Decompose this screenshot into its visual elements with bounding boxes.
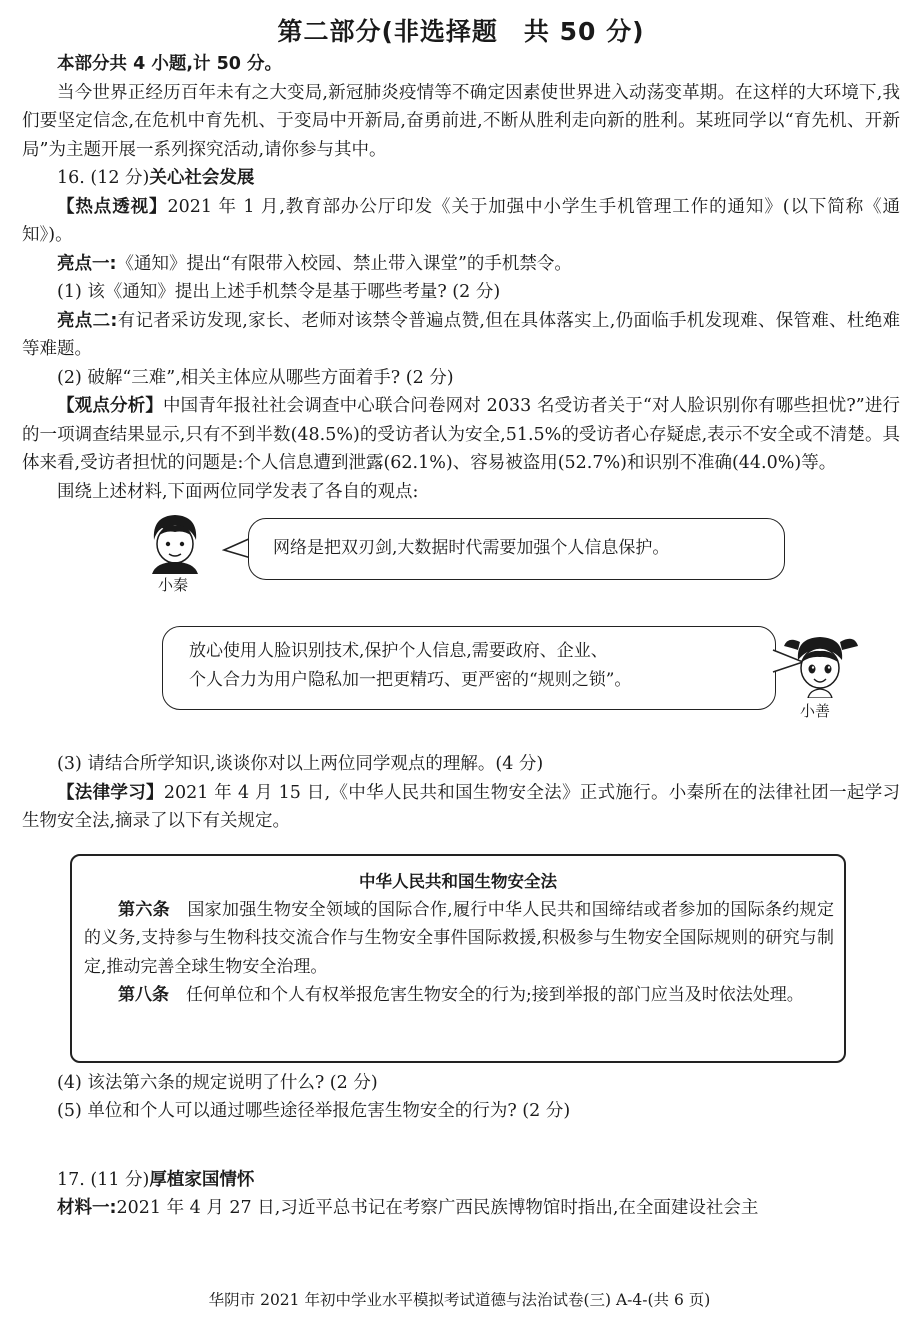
viewpoint-label: 【观点分析】 <box>57 396 163 416</box>
student-2-quote-line-2: 个人合力为用户隐私加一把更精巧、更严密的“规则之锁”。 <box>189 670 632 690</box>
article-8-text: 任何单位和个人有权举报危害生物安全的行为;接到举报的部门应当及时依法处理。 <box>169 985 804 1005</box>
question-17-heading <box>22 1166 900 1195</box>
around-paragraph: 围绕上述材料,下面两位同学发表了各自的观点: <box>57 481 419 502</box>
question-16-heading <box>22 164 900 193</box>
law-study-text: 2021 年 4 月 15 日,《中华人民共和国生物安全法》正式施行。小秦所在的法律社团一起学习生物安全法,摘录了以下有关规定。 <box>22 782 901 831</box>
sub-question-4: (4) 该法第六条的规定说明了什么? (2 分) <box>57 1072 378 1093</box>
highlight-1-text: 《通知》提出“有限带入校园、禁止带入课堂”的手机禁令。 <box>116 253 572 274</box>
hot-topic-label: 【热点透视】 <box>57 196 168 217</box>
viewpoint-paragraph <box>22 392 900 478</box>
highlight-1 <box>22 250 900 279</box>
sub-question-3: (3) 请结合所学知识,谈谈你对以上两位同学观点的理解。(4 分) <box>57 754 544 774</box>
question-17-title: 厚植家国情怀 <box>149 1169 255 1190</box>
hot-topic-paragraph <box>22 193 900 250</box>
article-6-label: 第六条 <box>118 899 170 920</box>
law-study-label: 【法律学习】 <box>57 782 164 803</box>
article-8 <box>84 981 834 1010</box>
student-2-quote-line-1: 放心使用人脸识别技术,保护个人信息,需要政府、企业、 <box>189 641 608 661</box>
highlight-2-label: 亮点二: <box>57 310 118 331</box>
boy-avatar-icon <box>144 510 206 574</box>
section-title: 第二部分(非选择题 共 50 分) <box>277 17 645 46</box>
question-16-title: 关心社会发展 <box>149 168 255 188</box>
highlight-1-label: 亮点一: <box>57 253 117 274</box>
law-excerpt-title: 中华人民共和国生物安全法 <box>359 871 557 891</box>
student-1-row <box>22 506 900 598</box>
question-17-number: 17. (11 分) <box>57 1169 150 1190</box>
student-1-speech-bubble <box>248 518 785 580</box>
page-footer: 华阴市 2021 年初中学业水平模拟考试道德与法治试卷(三) A-4-(共 6 页) <box>208 1291 711 1309</box>
intro-paragraph: 当今世界正经历百年未有之大变局,新冠肺炎疫情等不确定因素使世界进入动荡变革期。在这样的大环境下,我们要坚定信念,在危机中育先机、于变局中开新局,奋勇前进,不断从胜利走向新的胜利。某班同学以“育先机、开新局”为主题开展一系列探究活动,请你参与其中。 <box>22 82 900 160</box>
law-excerpt-body <box>84 896 834 1010</box>
material-1-text: 2021 年 4 月 27 日,习近平总书记在考察广西民族博物馆时指出,在全面建设社会主 <box>116 1198 759 1218</box>
student-2-row <box>22 618 900 748</box>
hot-topic-text: 2021 年 1 月,教育部办公厅印发《关于加强中小学生手机管理工作的通知》(以下简称《通知》)。 <box>22 196 901 245</box>
section-summary: 本部分共 4 小题,计 50 分。 <box>57 54 283 74</box>
exam-page <box>22 14 900 1223</box>
student-2-name: 小善 <box>800 702 831 720</box>
article-6 <box>84 896 834 982</box>
law-study-paragraph <box>22 779 900 836</box>
viewpoint-text: 中国青年报社社会调查中心联合问卷网对 2033 名受访者关于“对人脸识别你有哪些担忧?”进行的一项调查结果显示,只有不到半数(48.5%)的受访者认为安全,51.5%的受访者心存疑虑,表示不安全或不清楚。具体来看,受访者担忧的问题是:个人信息遭到泄露(62.1%)、容易被盗用(52.7%)和识别不准确(44.0%)等。 <box>22 396 901 473</box>
girl-avatar-icon <box>780 632 860 698</box>
student-1-quote: 网络是把双刃剑,大数据时代需要加强个人信息保护。 <box>273 538 670 558</box>
student-2-quote <box>189 637 631 695</box>
question-16-number: 16. (12 分) <box>57 168 150 188</box>
material-1 <box>22 1194 900 1223</box>
highlight-2-text: 有记者采访发现,家长、老师对该禁令普遍点赞,但在具体落实上,仍面临手机发现难、保管难、杜绝难等难题。 <box>22 310 900 359</box>
student-2-speech-bubble <box>162 626 776 710</box>
sub-question-5: (5) 单位和个人可以通过哪些途径举报危害生物安全的行为? (2 分) <box>57 1101 571 1121</box>
article-8-label: 第八条 <box>118 985 169 1005</box>
highlight-2 <box>22 307 900 364</box>
material-1-label: 材料一: <box>57 1198 117 1218</box>
law-excerpt-box <box>70 854 846 1063</box>
sub-question-2: (2) 破解“三难”,相关主体应从哪些方面着手? (2 分) <box>57 367 454 388</box>
sub-question-1: (1) 该《通知》提出上述手机禁令是基于哪些考量? (2 分) <box>57 282 501 302</box>
article-6-text: 国家加强生物安全领域的国际合作,履行中华人民共和国缔结或者参加的国际条约规定的义务,支持参与生物科技交流合作与生物安全事件国际救援,积极参与生物安全国际规则的研究与制定,推动完善全球生物安全治理。 <box>84 899 835 977</box>
student-1-name: 小秦 <box>158 576 189 594</box>
